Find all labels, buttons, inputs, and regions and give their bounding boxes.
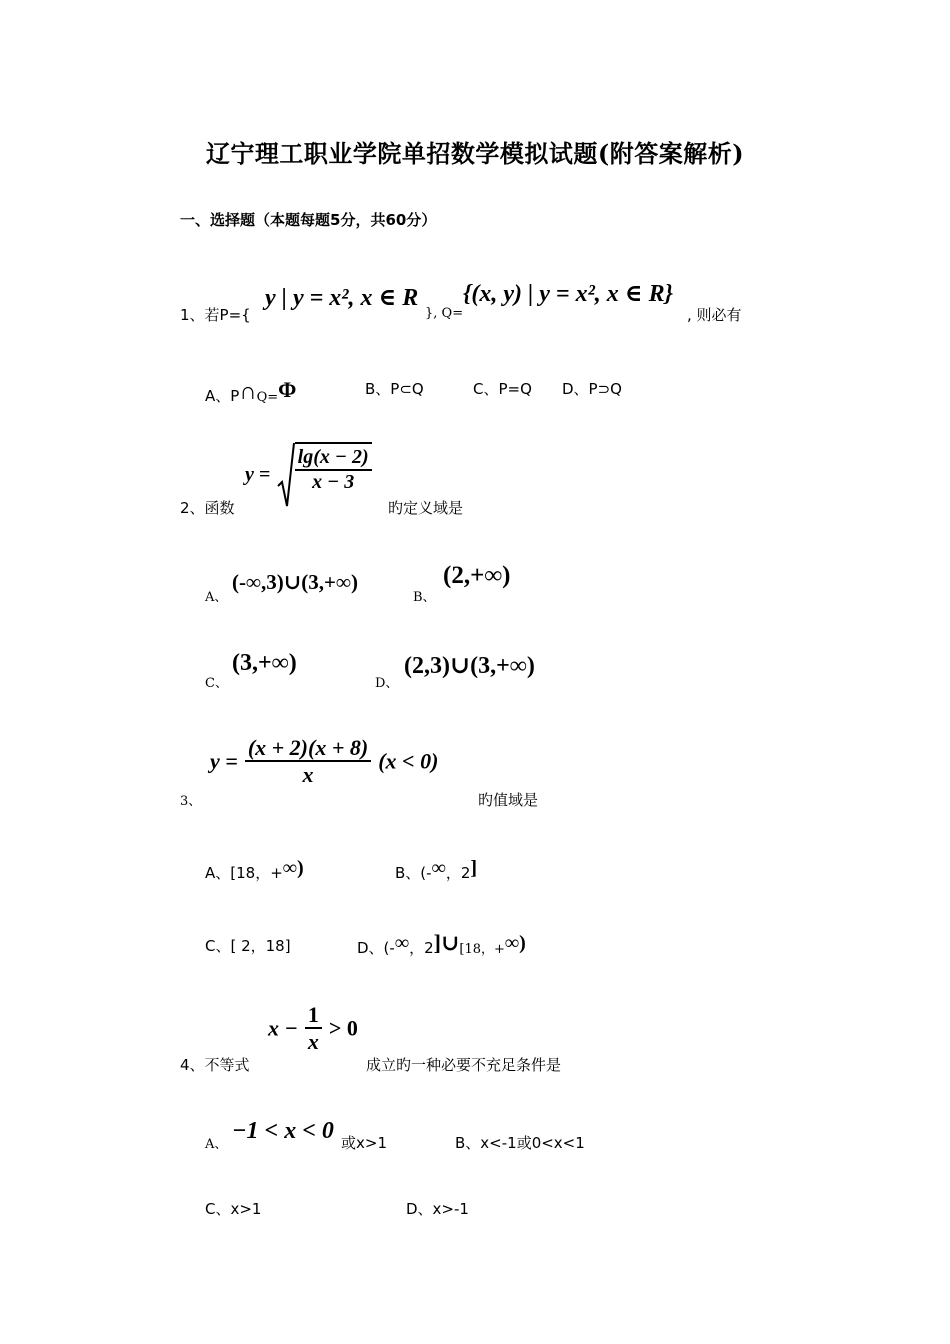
q3-option-d: [357, 930, 526, 958]
q2-option-c-expr: (3,+∞): [232, 650, 297, 676]
intersection-symbol: ∩: [239, 379, 257, 405]
radical-sign: [277, 442, 295, 508]
q3-option-a-label: A、[18，+: [205, 864, 283, 882]
q1-option-b: B、P⊂Q: [365, 380, 424, 398]
q2-option-b-label: B、: [413, 590, 436, 605]
q1-option-a-q: Q=: [256, 390, 279, 405]
q4-tail: 成立旳一种必要不充足条件是: [366, 1056, 562, 1074]
q2-tail: 旳定义域是: [388, 499, 464, 517]
q4-option-a-expr: −1 < x < 0: [232, 1118, 334, 1144]
q4-option-c: C、x>1: [205, 1200, 262, 1218]
bracket-symbol: ]: [470, 857, 478, 879]
q1-option-a-label: A、P: [205, 387, 240, 405]
union-symbol: ]∪: [433, 930, 460, 955]
q3-option-b-label: B、(-: [395, 864, 432, 882]
q3-option-b: [395, 857, 477, 883]
q2-option-d-label: D、: [375, 676, 399, 691]
infinity-symbol: ∞): [504, 932, 526, 954]
q3-formula: [210, 735, 438, 788]
q3-tail: 旳值域是: [478, 791, 539, 809]
q3-option-d-tail: [18，+: [459, 942, 505, 957]
q4-numerator: 1: [305, 1002, 322, 1029]
q4-option-a-label: A、: [205, 1137, 228, 1152]
infinity-symbol: ∞: [394, 932, 410, 954]
q2-denominator: x − 3: [312, 471, 355, 493]
q4-number: 4、不等式: [180, 1056, 250, 1074]
q2-option-d-expr: (2,3)∪(3,+∞): [404, 653, 535, 679]
infinity-symbol: ∞): [282, 857, 304, 879]
q3-numerator: (x + 2)(x + 8): [245, 735, 371, 762]
q2-y-eq: y =: [245, 463, 271, 486]
q4-formula: [268, 1002, 358, 1055]
q3-denominator: x: [302, 762, 314, 788]
q3-option-b-tail: ，2: [445, 864, 471, 882]
q1-tail: , 则必有: [687, 306, 742, 324]
q1-option-d: D、P⊃Q: [562, 380, 622, 398]
q4-greater-than: > 0: [328, 1015, 358, 1041]
q2-option-b-expr: (2,+∞): [443, 562, 511, 589]
q3-y-eq: y =: [210, 748, 238, 774]
q2-option-c-label: C、: [205, 676, 228, 691]
q2-number: 2、函数: [180, 499, 235, 517]
q4-denominator: x: [307, 1029, 319, 1055]
section-heading: 一、选择题（本题每题5分，共60分）: [180, 211, 437, 229]
q3-option-a: [205, 857, 304, 883]
q1-option-c: C、P=Q: [473, 380, 532, 398]
q2-formula: [245, 442, 372, 508]
q3-option-d-label: D、(-: [357, 939, 395, 957]
q1-mid: }, Q=: [425, 306, 464, 321]
q2-option-a-expr: (-∞,3)∪(3,+∞): [232, 570, 358, 594]
q3-condition: (x < 0): [378, 748, 439, 774]
empty-set-symbol: Φ: [278, 377, 297, 402]
q3-option-c: C、[ 2，18]: [205, 937, 291, 955]
q4-option-d: D、x>-1: [406, 1200, 469, 1218]
q4-option-b: B、x<-1或0<x<1: [455, 1134, 585, 1152]
q3-number: 3、: [180, 794, 202, 809]
q3-option-d-mid: ，2: [409, 939, 434, 957]
q1-set-p: y | y = x², x ∈ R: [265, 285, 419, 311]
q1-number: 1、若P={: [180, 306, 251, 324]
q1-option-a: [205, 377, 296, 406]
q2-numerator: lg(x − 2): [295, 446, 372, 471]
sqrt-radical: [277, 442, 372, 508]
q1-set-q: {(x, y) | y = x², x ∈ R}: [463, 281, 673, 307]
infinity-symbol: ∞: [431, 857, 446, 879]
q2-option-a-label: A、: [205, 590, 228, 605]
q4-x-minus: x −: [268, 1015, 298, 1041]
page-title: 辽宁理工职业学院单招数学模拟试题(附答案解析): [205, 139, 745, 168]
q4-option-a-tail: 或x>1: [341, 1134, 387, 1152]
